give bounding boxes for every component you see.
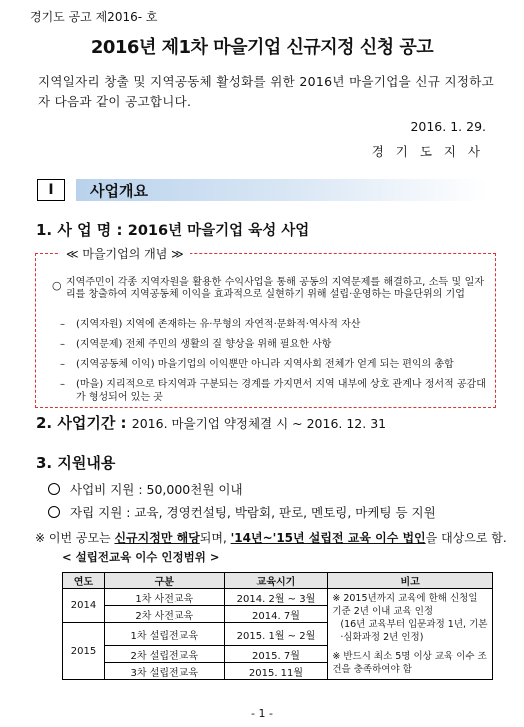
remark-line: ※ 반드시 최소 5명 이상 교육 이수 조건을 충족하여야 함: [332, 651, 487, 675]
notice-date: 2016. 1. 29.: [410, 119, 486, 134]
concept-sub-text: (마을) 지리적으로 타지역과 구분되는 경계를 가지면서 지역 내부에 상호 관계나 정서적 공감대가 형성되어 있는 곳: [76, 379, 486, 403]
type-cell: 3차 설립전교육: [104, 663, 224, 680]
circle-bullet-icon: [48, 483, 60, 495]
note-emphasis: 신규지정만 해당: [114, 531, 200, 545]
concept-sub-item: – (마을) 지리적으로 타지역과 구분되는 경계를 가지면서 지역 내부에 상호 관계나 정서적 공감대가 형성되어 있는 곳: [60, 379, 486, 403]
eligibility-note: ※ 이번 공모는 신규지정만 해당되며, '14년~'15년 설립전 교육 이수 법인을 대상으로 함.: [35, 531, 507, 545]
col-header: 비고: [328, 573, 493, 589]
project-name-label: 1. 사 업 명 :: [36, 221, 123, 239]
intro-paragraph: 지역일자리 창출 및 지역공동체 활성화를 위한 2016년 마을기업을 신규 지정하고자 다음과 같이 공고합니다.: [38, 74, 494, 109]
concept-sub-item: – (지역자원) 지역에 존재하는 유·무형의 자연적·문화적·역사적 자산: [66, 318, 486, 331]
type-cell: 1차 설립전교육: [104, 623, 224, 646]
year-cell: 2015: [63, 623, 105, 680]
project-name-heading: [36, 219, 309, 240]
concept-sub-text: (지역자원) 지역에 존재하는 유·무형의 자연적·문화적·역사적 자산: [76, 319, 361, 330]
type-cell: 2차 사전교육: [104, 606, 224, 623]
section-title: 사업개요: [90, 182, 148, 200]
remark-line: (16년 교육부터 입문과정 1년, 기본·심화과정 2년 인정): [340, 619, 488, 643]
period-cell: 2015. 7월: [224, 646, 328, 663]
support-item-text: 자립 지원 : 교육, 경영컨설팅, 박람회, 판로, 멘토링, 마케팅 등 지원: [70, 505, 436, 520]
type-cell: 2차 설립전교육: [104, 646, 224, 663]
concept-sub-text: (지역문제) 전체 주민의 생활의 질 향상을 위해 필요한 사항: [76, 339, 332, 350]
concept-definition: 지역주민이 각종 지역자원을 활용한 수익사업을 통해 공동의 지역문제를 해결하고, 소득 및 일자리를 창출하여 지역공동체 이익을 효과적으로 실현하기 위해 설립·운영하는 마을단위의 기업: [66, 277, 484, 300]
period-heading: [36, 412, 386, 433]
col-header: 구분: [104, 573, 224, 589]
page-title: 2016년 제1차 마을기업 신규지정 신청 공고: [90, 37, 434, 58]
support-item: [48, 480, 243, 498]
support-item-text: 사업비 지원 : 50,000천원 이내: [70, 482, 243, 497]
period-cell: 2014. 7월: [224, 606, 328, 623]
table-title: < 설립전교육 이수 인정범위 >: [62, 550, 220, 564]
col-header: 연도: [63, 573, 105, 589]
concept-sub-item: – (지역문제) 전체 주민의 생활의 질 향상을 위해 필요한 사항: [66, 338, 486, 351]
note-emphasis: '14년~'15년 설립전 교육 이수 법인: [230, 531, 426, 545]
concept-sub-text: (지역공동체 이익) 마을기업의 이익뿐만 아니라 지역사회 전체가 얻게 되는 편익의 총합: [76, 359, 454, 370]
col-header: 교육시기: [224, 573, 328, 589]
support-heading: 3. 지원내용: [36, 454, 116, 472]
remark-line: ※ 2015년까지 교육에 한해 신청일 기준 2년 이내 교육 인정: [332, 593, 478, 617]
table-row: [63, 589, 493, 606]
period-value: 2016. 마을기업 약정체결 시 ~ 2016. 12. 31: [131, 416, 387, 431]
period-label: 2. 사업기간 :: [36, 414, 127, 432]
period-cell: 2015. 1월 ~ 2월: [224, 623, 328, 646]
table-header-row: [63, 573, 493, 589]
project-name-value: 2016년 마을기업 육성 사업: [127, 223, 310, 239]
concept-box-label: ≪ 마을기업의 개념 ≫: [60, 245, 190, 262]
year-cell: 2014: [63, 589, 105, 623]
education-table: [62, 572, 493, 680]
circle-bullet-icon: [48, 506, 60, 518]
period-cell: 2015. 11월: [224, 663, 328, 680]
notice-number: 경기도 공고 제2016- 호: [30, 10, 158, 24]
section-number: Ⅰ: [37, 179, 65, 201]
notice-author: 경 기 도 지 사: [371, 144, 484, 159]
period-cell: 2014. 2월 ~ 3월: [224, 589, 328, 606]
remarks-cell: [328, 589, 493, 680]
support-item: [48, 503, 436, 521]
concept-sub-item: – (지역공동체 이익) 마을기업의 이익뿐만 아니라 지역사회 전체가 얻게 되는 편익의 총합: [66, 358, 486, 371]
type-cell: 1차 사전교육: [104, 589, 224, 606]
page-number: - 1 -: [251, 707, 273, 720]
concept-circle-bullet: ○: [52, 279, 62, 292]
